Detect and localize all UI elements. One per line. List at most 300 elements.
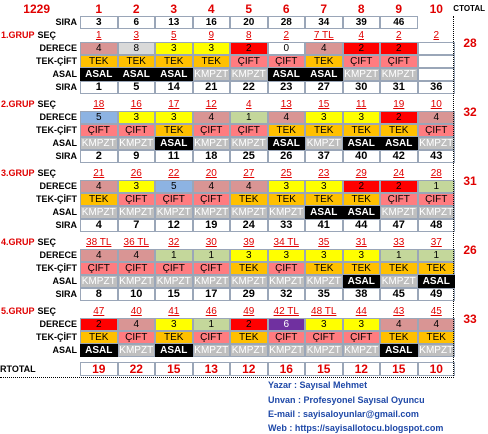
sec-label: SEÇ xyxy=(37,237,57,247)
asal-cell[interactable]: KMPZT xyxy=(81,206,116,218)
derece-cell[interactable]: 3 xyxy=(343,249,381,262)
derece-cell[interactable]: 3 xyxy=(155,111,193,124)
tek-cift-cell[interactable]: TEK xyxy=(155,55,193,68)
sec-cell[interactable]: 33 xyxy=(393,236,405,248)
asal-cell[interactable]: KMPZT xyxy=(344,68,379,80)
tek-cift-cell[interactable]: TEK xyxy=(380,262,418,275)
sec-cell[interactable]: 48 TL xyxy=(311,305,337,317)
sira-cell[interactable]: 25 xyxy=(230,150,268,163)
sira-cell[interactable]: 13 xyxy=(155,16,193,29)
sec-cell[interactable]: 29 xyxy=(355,167,367,179)
tek-cift-label: TEK-ÇİFT xyxy=(36,56,77,66)
rtotal-cell: 19 xyxy=(80,362,118,376)
tek-cift-label: TEK-ÇİFT xyxy=(36,125,77,135)
tek-cift-cell[interactable]: ÇİFT xyxy=(118,124,156,137)
derece-cell[interactable]: 2 xyxy=(80,318,118,331)
asal-cell[interactable]: ASAL xyxy=(305,206,343,219)
asal-cell[interactable]: ASAL xyxy=(118,68,156,81)
tek-cift-cell[interactable]: TEK xyxy=(418,262,456,275)
sec-cell[interactable]: 49 xyxy=(243,305,255,317)
tek-cift-cell[interactable]: ÇİFT xyxy=(268,331,306,344)
asal-cell[interactable]: KMPZT xyxy=(156,275,191,287)
sira-cell[interactable]: 41 xyxy=(305,219,343,232)
sira-cell[interactable]: 33 xyxy=(268,219,306,232)
asal-label: ASAL xyxy=(52,345,77,355)
sec-cell[interactable]: 32 xyxy=(168,236,180,248)
derece-cell[interactable]: 3 xyxy=(268,249,306,262)
sec-cell[interactable]: 11 xyxy=(356,98,367,110)
sec-cell[interactable]: 28 xyxy=(430,167,442,179)
asal-cell[interactable] xyxy=(418,68,456,81)
sec-cell[interactable]: 4 xyxy=(358,29,365,41)
sec-cell[interactable]: 37 xyxy=(430,236,442,248)
sec-cell[interactable]: 39 xyxy=(243,236,255,248)
derece-cell[interactable]: 3 xyxy=(118,180,156,193)
asal-cell[interactable]: KMPZT xyxy=(381,275,416,287)
sec-cell[interactable]: 2 xyxy=(283,29,290,41)
rtotal-cell: 12 xyxy=(343,362,381,376)
group-total: 32 xyxy=(463,105,477,119)
tek-cift-cell[interactable]: ÇİFT xyxy=(155,262,193,275)
derece-cell[interactable]: 4 xyxy=(80,180,118,193)
sira-cell[interactable]: 46 xyxy=(380,16,418,29)
tek-cift-cell[interactable]: ÇİFT xyxy=(380,193,418,206)
tek-cift-cell[interactable] xyxy=(418,55,456,68)
sira-cell[interactable]: 42 xyxy=(380,150,418,163)
sira-cell[interactable]: 47 xyxy=(380,219,418,232)
asal-cell[interactable]: KMPZT xyxy=(231,275,266,287)
tek-cift-cell[interactable]: TEK xyxy=(155,331,193,344)
column-header: 9 xyxy=(395,2,403,16)
tek-cift-label: TEK-ÇİFT xyxy=(36,263,77,273)
asal-cell[interactable]: KMPZT xyxy=(81,137,116,149)
group-title xyxy=(0,305,80,318)
derece-cell[interactable]: 3 xyxy=(155,42,193,55)
sira-cell[interactable]: 1 xyxy=(80,81,118,94)
sira-cell[interactable]: 27 xyxy=(305,81,343,94)
tek-cift-cell[interactable]: ÇİFT xyxy=(343,55,381,68)
group-name: 3.GRUP xyxy=(1,168,35,178)
column-header: 6 xyxy=(282,2,290,16)
asal-label: ASAL xyxy=(52,138,77,148)
sira-cell[interactable]: 44 xyxy=(343,219,381,232)
tek-cift-cell[interactable]: TEK xyxy=(193,55,231,68)
derece-cell[interactable]: 4 xyxy=(305,42,343,55)
tek-cift-cell[interactable]: ÇİFT xyxy=(155,193,193,206)
sira-cell[interactable]: 24 xyxy=(230,219,268,232)
derece-cell[interactable]: 1 xyxy=(230,111,268,124)
asal-cell[interactable]: ASAL xyxy=(268,137,306,150)
sec-cell[interactable]: 44 xyxy=(355,305,367,317)
asal-cell[interactable]: KMPZT xyxy=(306,275,341,287)
tek-cift-cell[interactable]: TEK xyxy=(380,124,418,137)
derece-cell[interactable]: 3 xyxy=(268,180,306,193)
sira-cell[interactable]: 2 xyxy=(80,150,118,163)
sec-cell[interactable]: 20 xyxy=(205,167,217,179)
asal-label: ASAL xyxy=(52,276,77,286)
asal-cell[interactable]: ASAL xyxy=(155,137,193,150)
tek-cift-cell[interactable]: TEK xyxy=(343,124,381,137)
asal-label: ASAL xyxy=(52,69,77,79)
tek-cift-cell[interactable]: ÇİFT xyxy=(343,331,381,344)
sec-cell[interactable]: 21 xyxy=(93,167,105,179)
asal-cell[interactable]: ASAL xyxy=(418,275,456,288)
tek-cift-label: TEK-ÇİFT xyxy=(36,332,77,342)
derece-cell[interactable]: 1 xyxy=(380,249,418,262)
group-total: 33 xyxy=(463,312,477,326)
derece-cell[interactable]: 2 xyxy=(230,42,268,55)
tek-cift-cell[interactable]: ÇİFT xyxy=(80,124,118,137)
derece-cell[interactable]: 2 xyxy=(343,42,381,55)
sira-cell[interactable]: 7 xyxy=(118,219,156,232)
derece-cell[interactable]: 3 xyxy=(305,249,343,262)
tek-cift-cell[interactable]: ÇİFT xyxy=(268,262,306,275)
asal-cell[interactable]: KMPZT xyxy=(269,344,304,356)
derece-cell[interactable]: 2 xyxy=(230,318,268,331)
tek-cift-cell[interactable]: ÇİFT xyxy=(305,331,343,344)
email-label: E-mail xyxy=(268,409,296,419)
tek-cift-cell[interactable]: ÇİFT xyxy=(80,262,118,275)
grid-frame-right xyxy=(453,16,454,376)
sec-cell[interactable]: 42 TL xyxy=(273,305,299,317)
sec-cell[interactable]: 13 xyxy=(280,98,292,110)
asal-cell[interactable]: ASAL xyxy=(268,68,306,81)
tek-cift-cell[interactable]: ÇİFT xyxy=(268,55,306,68)
sira-label: SIRA xyxy=(55,289,77,299)
asal-cell[interactable]: ASAL xyxy=(80,344,118,357)
sira-cell[interactable]: 38 xyxy=(343,288,381,301)
derece-cell[interactable]: 4 xyxy=(193,180,231,193)
derece-cell[interactable]: 4 xyxy=(118,318,156,331)
derece-cell[interactable]: 4 xyxy=(193,111,231,124)
sec-cell[interactable]: 25 xyxy=(280,167,292,179)
asal-cell[interactable]: KMPZT xyxy=(306,344,341,356)
column-header: 10 xyxy=(429,2,443,16)
sira-cell[interactable]: 14 xyxy=(155,81,193,94)
group-total: 28 xyxy=(463,36,477,50)
tek-cift-cell[interactable]: ÇİFT xyxy=(193,193,231,206)
sira-cell[interactable]: 15 xyxy=(155,288,193,301)
sec-cell[interactable]: 31 xyxy=(355,236,367,248)
sira-cell[interactable]: 32 xyxy=(268,288,306,301)
derece-cell[interactable]: 4 xyxy=(380,318,418,331)
asal-cell[interactable]: KMPZT xyxy=(419,137,454,149)
column-header: 2 xyxy=(132,2,140,16)
asal-cell[interactable]: KMPZT xyxy=(194,275,229,287)
sec-cell[interactable]: 24 xyxy=(393,167,405,179)
asal-cell[interactable]: KMPZT xyxy=(194,344,229,356)
title-value: Profesyonel Sayısal Oyuncu xyxy=(303,395,425,405)
asal-cell[interactable]: ASAL xyxy=(343,137,381,150)
sec-cell[interactable]: 3 xyxy=(133,29,140,41)
sec-cell[interactable]: 17 xyxy=(168,98,180,110)
tek-cift-cell[interactable]: ÇİFT xyxy=(418,193,456,206)
asal-cell[interactable]: ASAL xyxy=(380,344,418,357)
tek-cift-cell[interactable]: TEK xyxy=(305,124,343,137)
tek-cift-cell[interactable]: TEK xyxy=(80,55,118,68)
asal-cell[interactable]: KMPZT xyxy=(119,206,154,218)
tek-cift-cell[interactable]: ÇİFT xyxy=(118,193,156,206)
sira-cell[interactable]: 23 xyxy=(268,81,306,94)
tek-cift-cell[interactable]: TEK xyxy=(343,262,381,275)
sira-cell[interactable]: 19 xyxy=(193,219,231,232)
sira-cell[interactable]: 9 xyxy=(118,150,156,163)
sira-cell[interactable]: 18 xyxy=(193,150,231,163)
derece-cell[interactable]: 4 xyxy=(80,249,118,262)
sira-cell[interactable]: 43 xyxy=(418,150,456,163)
derece-cell[interactable]: 3 xyxy=(230,249,268,262)
sec-cell[interactable]: 19 xyxy=(393,98,405,110)
derece-cell[interactable]: 1 xyxy=(193,249,231,262)
sec-cell[interactable]: 5 xyxy=(170,29,177,41)
rtotal-label: RTOTAL xyxy=(0,363,36,374)
sec-cell[interactable]: 41 xyxy=(168,305,180,317)
sira-cell[interactable]: 49 xyxy=(418,288,456,301)
sira-cell[interactable]: 8 xyxy=(80,288,118,301)
sec-cell[interactable]: 38 TL xyxy=(86,236,112,248)
derece-cell[interactable]: 3 xyxy=(155,318,193,331)
sec-cell[interactable]: 30 xyxy=(205,236,217,248)
tek-cift-cell[interactable]: TEK xyxy=(118,55,156,68)
sira-cell[interactable]: 11 xyxy=(155,150,193,163)
sira-cell[interactable]: 26 xyxy=(268,150,306,163)
asal-cell[interactable]: KMPZT xyxy=(156,206,191,218)
tek-cift-cell[interactable]: ÇİFT xyxy=(193,124,231,137)
derece-cell[interactable]: 4 xyxy=(118,249,156,262)
sec-cell[interactable]: 16 xyxy=(130,98,142,110)
sec-cell[interactable]: 10 xyxy=(430,98,442,110)
ctotal-label: CTOTAL xyxy=(453,4,485,13)
tek-cift-cell[interactable]: TEK xyxy=(230,193,268,206)
sira-cell[interactable]: 20 xyxy=(230,16,268,29)
sira-cell[interactable]: 48 xyxy=(418,219,456,232)
sec-cell[interactable]: 8 xyxy=(245,29,252,41)
derece-cell[interactable]: 4 xyxy=(418,318,456,331)
sec-cell[interactable]: 45 xyxy=(430,305,442,317)
asal-cell[interactable]: KMPZT xyxy=(194,137,229,149)
sira-cell[interactable]: 3 xyxy=(80,16,118,29)
rtotal-cell: 15 xyxy=(305,362,343,376)
sira-cell[interactable]: 39 xyxy=(343,16,381,29)
sira-cell[interactable]: 17 xyxy=(193,288,231,301)
sec-cell[interactable]: 15 xyxy=(318,98,330,110)
derece-cell[interactable]: 3 xyxy=(305,318,343,331)
tek-cift-cell[interactable]: ÇİFT xyxy=(380,55,418,68)
tek-cift-cell[interactable]: TEK xyxy=(155,124,193,137)
sira-cell[interactable]: 21 xyxy=(193,81,231,94)
asal-cell[interactable]: KMPZT xyxy=(231,137,266,149)
author-label: Yazar xyxy=(268,380,292,390)
derece-cell[interactable]: 3 xyxy=(305,180,343,193)
derece-cell[interactable]: 1 xyxy=(193,318,231,331)
tek-cift-cell[interactable]: ÇİFT xyxy=(230,55,268,68)
derece-cell[interactable]: 3 xyxy=(193,42,231,55)
asal-cell[interactable]: KMPZT xyxy=(381,68,416,80)
tek-cift-cell[interactable]: ÇİFT xyxy=(118,331,156,344)
title-label: Unvan xyxy=(268,395,296,405)
tek-cift-cell[interactable]: ÇİFT xyxy=(118,262,156,275)
asal-cell[interactable]: ASAL xyxy=(305,68,343,81)
derece-cell[interactable]: 3 xyxy=(118,111,156,124)
sec-cell[interactable]: 22 xyxy=(168,167,180,179)
asal-cell[interactable]: KMPZT xyxy=(419,344,454,356)
title-line: Unvan : Profesyonel Sayısal Oyuncu xyxy=(268,395,425,405)
tek-cift-cell[interactable]: ÇİFT xyxy=(230,124,268,137)
derece-cell[interactable]: 4 xyxy=(230,180,268,193)
tek-cift-cell[interactable]: TEK xyxy=(418,331,456,344)
sira-cell[interactable]: 29 xyxy=(230,288,268,301)
sira-cell[interactable]: 22 xyxy=(230,81,268,94)
tek-cift-cell[interactable]: TEK xyxy=(230,331,268,344)
column-header: 1 xyxy=(95,2,103,16)
derece-cell[interactable]: 3 xyxy=(305,111,343,124)
asal-cell[interactable]: KMPZT xyxy=(119,344,154,356)
sira-label: SIRA xyxy=(55,17,77,27)
asal-cell[interactable]: ASAL xyxy=(80,68,118,81)
column-header: 4 xyxy=(207,2,215,16)
sira-cell[interactable]: 6 xyxy=(118,16,156,29)
column-header: 3 xyxy=(170,2,178,16)
sira-label: SIRA xyxy=(55,151,77,161)
asal-cell[interactable]: KMPZT xyxy=(381,206,416,218)
column-header: 7 xyxy=(320,2,328,16)
sira-cell[interactable]: 12 xyxy=(155,219,193,232)
derece-cell[interactable]: 5 xyxy=(80,111,118,124)
tek-cift-cell[interactable]: TEK xyxy=(305,55,343,68)
sec-cell[interactable]: 2 xyxy=(395,29,402,41)
tek-cift-cell[interactable]: ÇİFT xyxy=(193,262,231,275)
sec-cell[interactable]: 34 TL xyxy=(273,236,299,248)
sec-cell[interactable]: 27 xyxy=(243,167,255,179)
derece-cell[interactable]: 4 xyxy=(80,42,118,55)
asal-label: ASAL xyxy=(52,207,77,217)
sec-cell[interactable]: 7 TL xyxy=(313,29,334,41)
derece-cell[interactable]: 5 xyxy=(155,180,193,193)
tek-cift-cell[interactable]: TEK xyxy=(230,262,268,275)
sira-label: SIRA xyxy=(55,220,77,230)
sec-cell[interactable]: 1 xyxy=(95,29,102,41)
column-header: 8 xyxy=(357,2,365,16)
tek-cift-cell[interactable]: TEK xyxy=(268,124,306,137)
asal-cell[interactable]: KMPZT xyxy=(231,206,266,218)
asal-cell[interactable]: KMPZT xyxy=(231,344,266,356)
asal-cell[interactable]: ASAL xyxy=(155,68,193,81)
sira-cell[interactable]: 36 xyxy=(418,81,456,94)
derece-cell[interactable]: 1 xyxy=(418,180,456,193)
asal-cell[interactable]: KMPZT xyxy=(119,275,154,287)
tek-cift-cell[interactable]: TEK xyxy=(380,331,418,344)
sec-label: SEÇ xyxy=(37,168,57,178)
derece-cell[interactable]: 2 xyxy=(343,180,381,193)
derece-cell[interactable]: 8 xyxy=(118,42,156,55)
sira-cell[interactable]: 40 xyxy=(343,150,381,163)
derece-cell[interactable] xyxy=(418,42,456,55)
asal-cell[interactable]: ASAL xyxy=(343,206,381,219)
sira-cell[interactable]: 31 xyxy=(380,81,418,94)
rtotal-cell: 15 xyxy=(155,362,193,376)
sira-cell[interactable]: 28 xyxy=(268,16,306,29)
grid-frame-bottom xyxy=(0,377,454,378)
sec-cell[interactable]: 36 TL xyxy=(123,236,149,248)
sec-label: SEÇ xyxy=(37,30,57,40)
group-name: 2.GRUP xyxy=(1,99,35,109)
tek-cift-cell[interactable]: ÇİFT xyxy=(418,124,456,137)
asal-cell[interactable]: ASAL xyxy=(343,275,381,288)
sec-cell[interactable]: 23 xyxy=(318,167,330,179)
tek-cift-cell[interactable]: TEK xyxy=(80,193,118,206)
asal-cell[interactable]: KMPZT xyxy=(231,68,266,80)
sira-cell[interactable]: 37 xyxy=(305,150,343,163)
sec-cell[interactable]: 4 xyxy=(245,98,252,110)
sec-cell[interactable]: 12 xyxy=(205,98,217,110)
derece-label: DERECE xyxy=(39,112,77,122)
sec-cell[interactable]: 26 xyxy=(130,167,142,179)
derece-cell[interactable]: 2 xyxy=(380,180,418,193)
sira-cell[interactable]: 4 xyxy=(80,219,118,232)
sec-cell[interactable]: 43 xyxy=(393,305,405,317)
asal-cell[interactable]: KMPZT xyxy=(81,275,116,287)
sira-cell[interactable]: 34 xyxy=(305,16,343,29)
asal-cell[interactable]: KMPZT xyxy=(194,206,229,218)
derece-cell[interactable]: 1 xyxy=(418,249,456,262)
web-value[interactable]: https://sayisallotocu.blogspot.com xyxy=(294,423,444,433)
derece-cell[interactable]: 4 xyxy=(268,111,306,124)
sira-cell[interactable]: 30 xyxy=(343,81,381,94)
group-name: 4.GRUP xyxy=(1,237,35,247)
asal-cell[interactable]: ASAL xyxy=(380,137,418,150)
derece-cell[interactable]: 2 xyxy=(380,42,418,55)
sec-cell[interactable]: 2 xyxy=(433,29,440,41)
derece-cell[interactable]: 0 xyxy=(268,42,306,55)
asal-cell[interactable]: KMPZT xyxy=(344,344,379,356)
tek-cift-cell[interactable]: TEK xyxy=(343,193,381,206)
sec-cell[interactable]: 40 xyxy=(130,305,142,317)
derece-cell[interactable]: 3 xyxy=(343,318,381,331)
asal-cell[interactable]: KMPZT xyxy=(269,275,304,287)
asal-cell[interactable]: KMPZT xyxy=(419,206,454,218)
asal-cell[interactable]: KMPZT xyxy=(306,137,341,149)
sec-cell[interactable]: 18 xyxy=(93,98,105,110)
derece-cell[interactable]: 1 xyxy=(155,249,193,262)
sira-cell[interactable]: 5 xyxy=(118,81,156,94)
sira-cell[interactable]: 16 xyxy=(193,16,231,29)
sira-cell[interactable]: 45 xyxy=(380,288,418,301)
asal-cell[interactable]: KMPZT xyxy=(194,68,229,80)
email-value[interactable]: sayisaloyunlar@gmail.com xyxy=(303,409,419,419)
asal-cell[interactable]: ASAL xyxy=(155,344,193,357)
sec-cell[interactable]: 9 xyxy=(208,29,215,41)
derece-cell[interactable]: 4 xyxy=(418,111,456,124)
tek-cift-cell[interactable]: TEK xyxy=(305,262,343,275)
derece-cell[interactable]: 3 xyxy=(343,111,381,124)
sec-cell[interactable]: 35 xyxy=(318,236,330,248)
rtotal-cell: 22 xyxy=(118,362,156,376)
asal-cell[interactable]: KMPZT xyxy=(269,206,304,218)
asal-cell[interactable]: KMPZT xyxy=(119,137,154,149)
tek-cift-cell[interactable]: ÇİFT xyxy=(193,331,231,344)
tek-cift-cell[interactable]: TEK xyxy=(268,193,306,206)
derece-cell[interactable]: 6 xyxy=(268,318,306,331)
web-line: Web : https://sayisallotocu.blogspot.com xyxy=(268,423,444,433)
sira-cell[interactable]: 35 xyxy=(305,288,343,301)
tek-cift-cell[interactable]: TEK xyxy=(305,193,343,206)
tek-cift-cell[interactable]: TEK xyxy=(80,331,118,344)
derece-label: DERECE xyxy=(39,43,77,53)
sira-cell[interactable]: 10 xyxy=(118,288,156,301)
sec-cell[interactable]: 47 xyxy=(93,305,105,317)
sec-cell[interactable]: 46 xyxy=(205,305,217,317)
derece-cell[interactable]: 2 xyxy=(380,111,418,124)
